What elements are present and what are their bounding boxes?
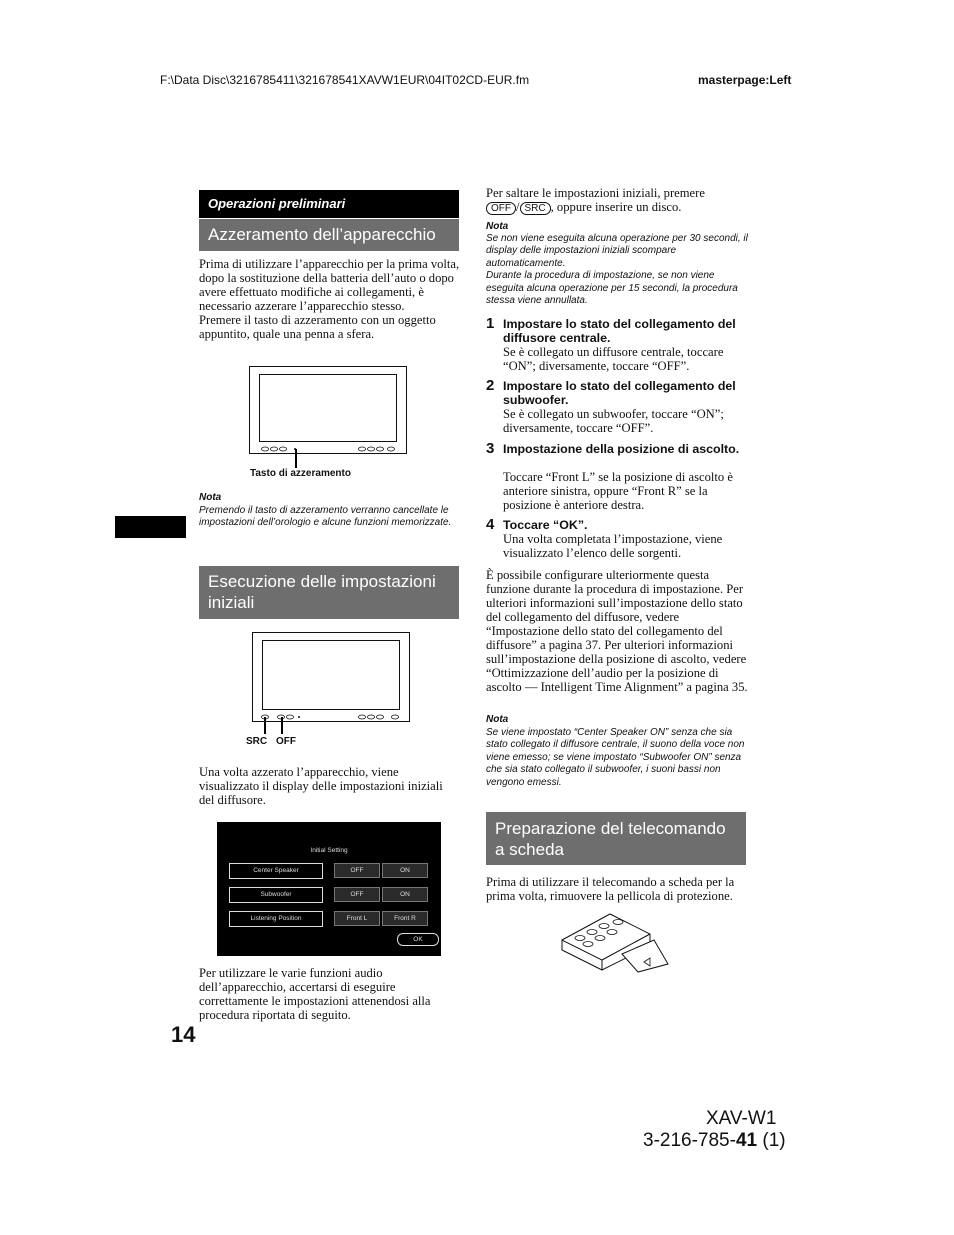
- screen-title: Initial Setting: [310, 847, 348, 854]
- key-separator: /: [516, 200, 520, 214]
- paragraph-procedure: Per utilizzare le varie funzioni audio dell’apparecchio, accertarsi di eseguire correttamente le impostazioni attenendosi alla procedura riportata di seguito.: [199, 966, 431, 1022]
- center-speaker-on-button[interactable]: ON: [382, 863, 428, 878]
- step-title-2: Impostare lo stato del collegamento del subwoofer.: [503, 379, 736, 407]
- section-bar: Operazioni preliminari: [199, 190, 459, 218]
- skip-instruction: [486, 186, 748, 215]
- nota-text-1: Premendo il tasto di azzeramento verranno cancellate le impostazioni dell’orologio e alcune funzioni memorizzate.: [199, 505, 452, 529]
- document-code-bold: 41: [735, 1130, 758, 1151]
- step-number-1: 1: [486, 315, 495, 332]
- front-l-button[interactable]: Front L: [334, 911, 380, 926]
- paragraph-after-reset: Una volta azzerato l’apparecchio, viene visualizzato il display delle impostazioni iniziali del diffusore.: [199, 765, 443, 807]
- step-body-4: Una volta completata l’impostazione, viene visualizzato l’elenco delle sorgenti.: [503, 532, 723, 560]
- src-key-icon: SRC: [520, 202, 551, 215]
- heading-azzeramento: Azzeramento dell’apparecchio: [199, 219, 459, 251]
- step-title-4: Toccare “OK”.: [503, 518, 588, 532]
- step-body-1: Se è collegato un diffusore centrale, toccare “ON”; diversamente, toccare “OFF”.: [503, 345, 724, 373]
- reset-button-label: Tasto di azzeramento: [250, 468, 351, 479]
- step-number-2: 2: [486, 377, 495, 394]
- src-label: SRC: [246, 736, 268, 747]
- file-path: F:\Data Disc\3216785411\321678541XAVW1EUR\04IT02CD-EUR.fm: [160, 73, 530, 87]
- paragraph-further-config: È possibile configurare ulteriormente questa funzione durante la procedura di impostazione. Per ulteriori informazioni sull’impostazione dello stato del collegamento del diffusore, vedere “Impostazione dello stato del collegamento del diffusore” a pagina 37. Per ulteriori informazioni sull’impostazione della posizione di ascolto, vedere “Ottimizzazione dell’audio per la posizione di ascolto — Intelligent Time Alignment” a pagina 35.: [486, 568, 748, 694]
- nota-text-3: Se viene impostato “Center Speaker ON” senza che sia stato collegato il diffusore centrale, il suono della voce non viene emesso; se viene impostato “Subwoofer ON” senza che sia stato collegato il subwoofer, i suoni bassi non vengono emessi.: [486, 727, 745, 788]
- heading-telecomando: Preparazione del telecomando a scheda: [486, 812, 746, 865]
- side-tab-marker: [115, 516, 186, 538]
- off-key-icon: OFF: [486, 202, 516, 215]
- nota-text-2b: Durante la procedura di impostazione, se non viene eseguita alcuna operazione per 15 secondi, la procedura stessa viene annullata.: [486, 270, 738, 307]
- document-code: [643, 1130, 786, 1152]
- nota-title-3: Nota: [486, 714, 509, 725]
- masterpage-label: masterpage:Left: [698, 73, 792, 87]
- document-code-suffix: (1): [757, 1130, 786, 1151]
- step-number-4: 4: [486, 516, 495, 533]
- paragraph-intro: Prima di utilizzare l’apparecchio per la prima volta, dopo la sostituzione della batteria dell’auto o dopo avere effettuato modifiche ai collegamenti, è necessario azzerare l’apparecchio stesso.: [199, 257, 460, 313]
- front-r-button[interactable]: Front R: [382, 911, 428, 926]
- skip-text-start: Per saltare le impostazioni iniziali, premere: [486, 186, 705, 200]
- ok-button[interactable]: OK: [397, 933, 439, 946]
- remote-card-figure: [558, 910, 670, 974]
- subwoofer-on-button[interactable]: ON: [382, 887, 428, 902]
- skip-text-end: , oppure inserire un disco.: [550, 200, 682, 214]
- step-body-3: Toccare “Front L” se la posizione di ascolto è anteriore sinistra, oppure “Front R” se la posizione è anteriore destra.: [503, 470, 733, 512]
- heading-impostazioni-iniziali: Esecuzione delle impostazioni iniziali: [199, 566, 459, 619]
- step-body-2: Se è collegato un subwoofer, toccare “ON”; diversamente, toccare “OFF”.: [503, 407, 724, 435]
- step-title-3: Impostazione della posizione di ascolto.: [503, 442, 740, 456]
- center-speaker-button[interactable]: Center Speaker: [229, 863, 323, 879]
- nota-text-2a: Se non viene eseguita alcuna operazione per 30 secondi, il display delle impostazioni iniziali scompare automaticamente.: [486, 233, 748, 269]
- subwoofer-button[interactable]: Subwoofer: [229, 887, 323, 903]
- subwoofer-off-button[interactable]: OFF: [334, 887, 380, 902]
- off-button-pointer: [281, 717, 283, 734]
- device-reset-figure: [249, 366, 407, 454]
- model-name: XAV-W1: [706, 1108, 777, 1129]
- initial-setting-screen: [217, 822, 441, 956]
- src-button-pointer: [264, 717, 266, 734]
- device-src-off-figure: [252, 632, 410, 722]
- page-number: 14: [171, 1022, 196, 1047]
- step-title-1: Impostare lo stato del collegamento del diffusore centrale.: [503, 317, 736, 345]
- nota-title-2: Nota: [486, 221, 509, 232]
- off-label: OFF: [276, 736, 296, 747]
- center-speaker-off-button[interactable]: OFF: [334, 863, 380, 878]
- reset-button-pointer: [295, 449, 297, 468]
- listening-position-button[interactable]: Listening Position: [229, 911, 323, 927]
- document-code-prefix: 3-216-785-: [643, 1130, 736, 1151]
- paragraph-remote: Prima di utilizzare il telecomando a scheda per la prima volta, rimuovere la pellicola di protezione.: [486, 875, 735, 903]
- paragraph-reset-instruction: Premere il tasto di azzeramento con un oggetto appuntito, quale una penna a sfera.: [199, 313, 436, 341]
- nota-title-1: Nota: [199, 492, 222, 503]
- step-number-3: 3: [486, 440, 495, 457]
